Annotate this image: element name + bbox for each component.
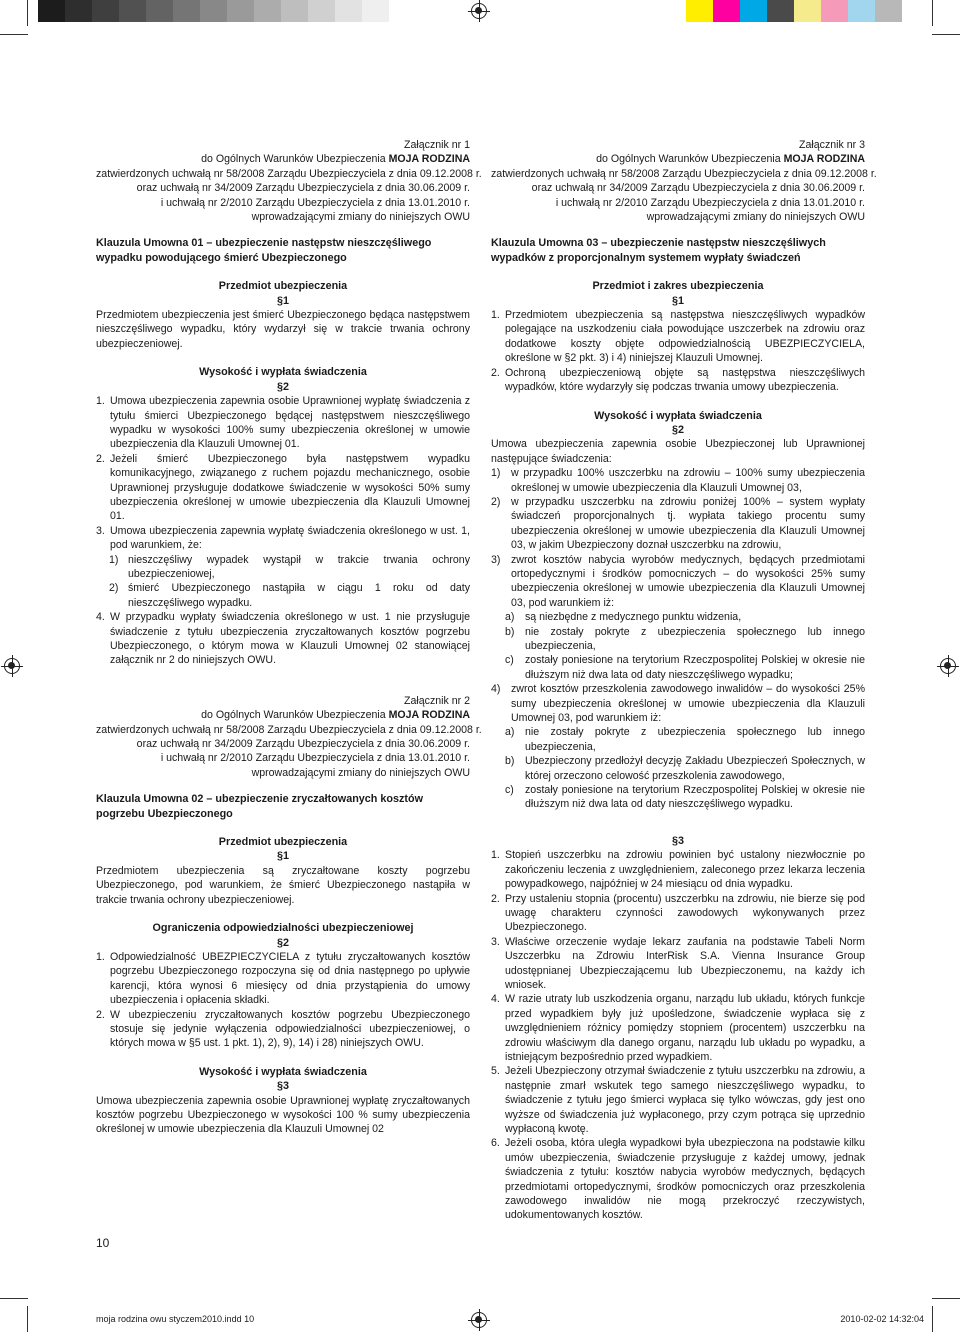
- item-text: są niezbędne z medycznego punktu widzenia,: [525, 611, 742, 624]
- sub-list-item: [491, 682, 865, 725]
- paragraph: Przedmiotem ubezpieczenia są zryczałtowane koszty pogrzebu Ubezpieczonego, pod warunkiem, że śmierć Ubezpieczonego nastąpiła w trakcie trwania ochrony ubezpieczeniowej.: [96, 864, 470, 906]
- item-text: Przedmiotem ubezpieczenia są następstwa nieszczęśliwych wypadków polegające na uszkodzeniu ciała powodujące uszczerbek na zdrowiu oraz dodatkowe koszty objęte odpowiedzialnością UBEZPIECZYCIELA, określone w §2 pkt. 3) i 4) niniejszej Klauzuli Umownej.: [505, 309, 865, 365]
- clause-title: Klauzula Umowna 03 – ubezpieczenie następstw nieszczęśliwych wypadków z proporcjonalnym systemem wypłaty świadczeń: [491, 237, 826, 264]
- item-text: Odpowiedzialność UBEZPIECZYCIELA z tytułu zryczałtowanych kosztów pogrzebu Ubezpieczonego rozpoczyna się od dnia następnego po upływie karencji, która wynosi 6 miesięcy od dnia przystąpienia do umowy ubezpieczenia i opłacenia składki.: [110, 950, 470, 1007]
- color-swatch: [794, 0, 821, 22]
- annex-line: wprowadzającymi zmiany do niniejszych OWU: [646, 211, 865, 224]
- item-number: 4.: [96, 611, 105, 624]
- item-text: nieszczęśliwy wypadek wystąpił w trakcie trwania ochrony ubezpieczeniowej,: [128, 553, 470, 580]
- item-text: Ubezpieczony przedłożył decyzję Zakładu Ubezpieczeń Społecznych, w której orzeczono celowość przeszkolenia zawodowego,: [525, 755, 865, 782]
- item-number: 3): [491, 553, 501, 566]
- item-text: W ubezpieczeniu zryczałtowanych kosztów pogrzebu Ubezpieczonego stosuje się jedynie wyłączenia odpowiedzialności ubezpieczeniowej, o których mowa w §5 ust. 1 pkt. 1), 2), 9), 14) i 28) niniejszych OWU.: [110, 1008, 470, 1050]
- item-text: w przypadku 100% uszczerbku na zdrowiu – 100% sumy ubezpieczenia określonej w umowie ubezpieczenia dla Klauzuli Umownej 03,: [511, 467, 865, 494]
- clause-title: Klauzula Umowna 02 – ubezpieczenie zryczałtowanych kosztów pogrzebu Ubezpieczonego: [96, 793, 423, 820]
- item-number: 4): [491, 683, 501, 696]
- item-letter: c): [505, 784, 514, 797]
- item-letter: b): [505, 755, 515, 768]
- list-item: [491, 848, 865, 891]
- gray-swatch: [92, 0, 119, 22]
- crop-mark: [0, 1298, 28, 1299]
- item-number: 1): [109, 553, 119, 566]
- paragraph: Przedmiotem ubezpieczenia jest śmierć Ubezpieczonego będąca następstwem nieszczęśliwego wypadku, który wydarzył się w trakcie trwania ochrony ubezpieczeniowej.: [96, 309, 470, 350]
- annex-title: Załącznik nr 1: [404, 139, 470, 151]
- annex-line: zatwierdzonych uchwałą nr 58/2008 Zarządu Ubezpieczyciela z dnia 09.12.2008 r.: [491, 167, 877, 180]
- sub-list-item: [491, 466, 865, 495]
- section-heading: Przedmiot ubezpieczenia: [218, 836, 348, 849]
- annex-owu: do Ogólnych Warunków Ubezpieczenia: [596, 153, 781, 166]
- gray-swatch: [173, 0, 200, 22]
- annex-line: [96, 152, 470, 166]
- list-item: [491, 366, 865, 395]
- letter-item: [491, 754, 865, 783]
- item-text: zwrot kosztów przeszkolenia zawodowego inwalidów – do wysokości 25% sumy ubezpieczenia określonej w umowie ubezpieczenia dla Klauzuli Umownej 03, pod warunkiem iż:: [511, 683, 865, 725]
- annex-header-3: [491, 138, 877, 224]
- paragraph-sign: §1: [276, 294, 289, 307]
- letter-item: [491, 783, 865, 812]
- item-number: 2.: [96, 452, 105, 465]
- gray-swatch: [308, 0, 335, 22]
- gray-swatch: [119, 0, 146, 22]
- item-number: 3.: [491, 935, 500, 948]
- crop-mark: [0, 34, 28, 35]
- item-number: 1.: [491, 849, 500, 862]
- crop-mark: [932, 1298, 960, 1299]
- annex-line: oraz uchwałą nr 34/2009 Zarządu Ubezpieczyciela z dnia 30.06.2009 r.: [531, 182, 865, 195]
- item-text: śmierć Ubezpieczonego nastąpiła w ciągu 1 roku od daty nieszczęśliwego wypadku.: [128, 582, 470, 609]
- left-column: [96, 138, 482, 1137]
- paragraph: Umowa ubezpieczenia zapewnia osobie Uprawnionej wypłatę zryczałtowanych kosztów pogrzebu Ubezpieczonego w wysokości 100 % sumy ubezpieczenia określonej w umowie ubezpieczenia dla Klauzuli Umownej 02: [96, 1094, 470, 1136]
- annex-line: oraz uchwałą nr 34/2009 Zarządu Ubezpieczyciela z dnia 30.06.2009 r.: [136, 738, 470, 751]
- annex-owu: do Ogólnych Warunków Ubezpieczenia: [201, 709, 386, 722]
- page-number: 10: [96, 1236, 110, 1250]
- item-letter: b): [505, 625, 515, 638]
- annex-header-1: [96, 138, 482, 224]
- product-name: MOJA RODZINA: [388, 153, 470, 166]
- footer-timestamp: 2010-02-02 14:32:04: [840, 1314, 924, 1324]
- annex-line: oraz uchwałą nr 34/2009 Zarządu Ubezpieczyciela z dnia 30.06.2009 r.: [136, 182, 470, 195]
- paragraph-sign: §2: [276, 380, 289, 393]
- list-item: [491, 935, 865, 993]
- sub-list-item: [491, 495, 865, 553]
- item-text: Właściwe orzeczenie wydaje lekarz zaufania na podstawie Tabeli Norm Uszczerbku na Zdrowiu InterRisk S.A. Vienna Insurance Group udostępnianej Ubezpieczającemu lub Ubezpieczonemu, na każdy ich wniosek.: [505, 935, 865, 991]
- paragraph-sign: §1: [671, 294, 684, 307]
- letter-item: [491, 725, 865, 754]
- letter-item: [491, 610, 865, 624]
- sub-list-item: [96, 581, 470, 610]
- list-item: [491, 1064, 865, 1136]
- annex-line: i uchwałą nr 2/2010 Zarządu Ubezpieczyciela z dnia 13.01.2010 r.: [160, 196, 470, 209]
- gray-swatch: [281, 0, 308, 22]
- paragraph-sign: §1: [276, 850, 289, 863]
- paragraph-sign: §3: [276, 1080, 289, 1093]
- annex-line: i uchwałą nr 2/2010 Zarządu Ubezpieczyciela z dnia 13.01.2010 r.: [555, 196, 865, 209]
- list-item: [96, 1008, 470, 1051]
- item-text: Przy ustaleniu stopnia (procentu) uszczerbku na zdrowiu, nie bierze się pod uwagę charakteru czynności zawodowych wykonywanych przez Ubezpieczonego.: [505, 892, 865, 934]
- item-number: 6.: [491, 1137, 500, 1150]
- gray-swatch: [65, 0, 92, 22]
- registration-mark-icon: [940, 658, 956, 674]
- gray-swatch: [146, 0, 173, 22]
- crop-mark: [27, 0, 28, 26]
- color-swatch: [686, 0, 713, 22]
- letter-item: [491, 625, 865, 654]
- list-item: [491, 308, 865, 366]
- annex-header-2: [96, 694, 482, 780]
- gray-swatch: [362, 0, 389, 22]
- registration-mark-icon: [4, 658, 20, 674]
- crop-mark: [932, 0, 933, 26]
- list-item: [491, 1136, 865, 1222]
- item-number: 1.: [96, 950, 105, 963]
- item-number: 2.: [491, 366, 500, 379]
- annex-line: [96, 708, 470, 722]
- item-text: Jeżeli Ubezpieczony otrzymał świadczenie z tytułu uszczerbku na zdrowiu, a następnie zmarł wskutek tego samego nieszczęśliwego wypadku, to świadczenie z tytułu jego śmierci wypłaca się tylko wówczas, gdy jest ono wyższe od świadczenia już wypłaconego, przy czym potrąca się uprzednio wypłaconą kwotę.: [505, 1065, 865, 1135]
- list-item: [96, 452, 470, 524]
- cmyk-color-bar: [686, 0, 902, 22]
- item-number: 3.: [96, 524, 105, 537]
- product-name: MOJA RODZINA: [388, 709, 470, 722]
- item-number: 1.: [96, 395, 105, 408]
- gray-swatch: [38, 0, 65, 22]
- registration-mark-icon: [471, 1312, 487, 1328]
- section-heading: Przedmiot i zakres ubezpieczenia: [592, 280, 764, 293]
- color-swatch: [821, 0, 848, 22]
- paragraph-sign: §2: [276, 936, 289, 949]
- annex-line: i uchwałą nr 2/2010 Zarządu Ubezpieczyciela z dnia 13.01.2010 r.: [160, 752, 470, 765]
- crop-mark: [932, 1306, 933, 1332]
- annex-title: Załącznik nr 2: [404, 694, 470, 707]
- item-letter: a): [505, 726, 515, 739]
- annex-owu: do Ogólnych Warunków Ubezpieczenia: [201, 153, 386, 166]
- item-letter: c): [505, 654, 514, 667]
- item-text: zostały poniesione na terytorium Rzeczpospolitej Polskiej w okresie nie dłuższym niż dwa lata od daty nieszczęśliwego wypadku.: [525, 784, 865, 811]
- item-text: Jeżeli osoba, która uległa wypadkowi była ubezpieczona na podstawie kilku umów ubezpieczenia, świadczenie przysługuje z każdej umowy, jednak świadczenia z tytułu: kosztów nabycia wyrobów medycznych, będących przedmiotami ortopedycznymi, środków pomocniczych oraz przeszkolenia zawodowego inwalidów nie mogą przekroczyć rzeczywistych, udokumentowanych kosztów.: [505, 1137, 865, 1222]
- item-number: 2): [109, 582, 119, 595]
- sub-list-item: [491, 553, 865, 611]
- list-item: [96, 524, 470, 553]
- item-number: 2): [491, 495, 501, 508]
- item-text: Jeżeli śmierć Ubezpieczonego była następstwem wypadku komunikacyjnego, związanego z ruchem pojazdu mechanicznego, osobie Uprawnionej przysługuje dodatkowe świadczenie w wysokości 50% sumy ubezpieczenia określonej w umowie ubezpieczenia dla Klauzuli Umownej 01.: [110, 452, 470, 523]
- product-name: MOJA RODZINA: [783, 153, 865, 166]
- annex-line: [491, 152, 865, 166]
- item-text: nie zostały pokryte z ubezpieczenia społecznego lub innego ubezpieczenia,: [525, 625, 865, 652]
- item-text: w przypadku uszczerbku na zdrowiu poniżej 100% – system wypłaty świadczeń proporcjonalnych tj. wypłata takiego procentu sumy ubezpieczenia określonej w umowie ubezpieczenia dla Klauzuli Umownej 03, w jakim Ubezpieczony doznał uszczerbku na zdrowiu,: [511, 495, 865, 552]
- item-text: zostały poniesione na terytorium Rzeczpospolitej Polskiej w okresie nie dłuższym niż dwa lata od daty nieszczęśliwego wypadku;: [525, 654, 865, 681]
- item-text: W przypadku wypłaty świadczenia określonego w ust. 1 nie przysługuje świadczenie z tytułu ubezpieczenia zryczałtowanych kosztów pogrzebu Ubezpieczonego, o którym mowa w Klauzuli Umownej 02 stanowiącej załącznik nr 2 do niniejszych OWU.: [110, 611, 470, 667]
- item-text: zwrot kosztów nabycia wyrobów medycznych, będących przedmiotami ortopedycznymi i środków pomocniczych – do wysokości 25% sumy ubezpieczenia określonej w umowie ubezpieczenia dla Klauzuli Umownej 03, pod warunkiem iż:: [511, 553, 865, 609]
- section-heading: Przedmiot ubezpieczenia: [218, 280, 348, 293]
- item-number: 5.: [491, 1065, 500, 1078]
- color-swatch: [740, 0, 767, 22]
- section-heading: Wysokość i wypłata świadczenia: [199, 1065, 367, 1078]
- paragraph-sign: §2: [671, 423, 684, 436]
- item-number: 1.: [491, 309, 500, 322]
- list-item: [491, 892, 865, 935]
- list-item: [96, 394, 470, 452]
- annex-title: Załącznik nr 3: [799, 139, 865, 151]
- sub-list-item: [96, 553, 470, 582]
- item-number: 1): [491, 467, 501, 480]
- item-text: W razie utraty lub uszkodzenia organu, narządu lub układu, których funkcje przed wypadkiem były już upośledzone, świadczenie wypłaca się z uwzględnieniem różnicy pomiędzy stopniem (procentem) uszczerbku na zdrowiu właściwym dla danego organu, narządu lub układu po wypadku, a istniejącym bezpośrednio przed wypadkiem.: [505, 993, 865, 1063]
- color-swatch: [713, 0, 740, 22]
- footer-filename: moja rodzina owu styczem2010.indd 10: [96, 1314, 255, 1324]
- registration-mark-icon: [471, 3, 487, 19]
- grayscale-color-bar: [38, 0, 389, 22]
- item-text: Stopień uszczerbku na zdrowiu powinien być ustalony niezwłocznie po zakończeniu leczenia z uwzględnieniem, zaleconego przez lekarza leczenia powypadkowego, najpóźniej w 24 miesiącu od dnia wypadku.: [505, 849, 865, 891]
- gray-swatch: [227, 0, 254, 22]
- item-number: 4.: [491, 993, 500, 1006]
- clause-title: Klauzula Umowna 01 – ubezpieczenie następstw nieszczęśliwego wypadku powodującego śmierć Ubezpieczonego: [96, 237, 432, 264]
- item-number: 2.: [96, 1008, 105, 1021]
- item-letter: a): [505, 611, 515, 624]
- item-text: Ochroną ubezpieczeniową objęte są następstwa nieszczęśliwych wypadków, które wydarzyły się podczas trwania umowy ubezpieczenia.: [505, 366, 865, 394]
- paragraph: Umowa ubezpieczenia zapewnia osobie Ubezpieczonej lub Uprawnionej następujące świadczenia:: [491, 438, 865, 465]
- item-text: Umowa ubezpieczenia zapewnia osobie Uprawnionej wypłatę świadczenia z tytułu śmierci Ubezpieczonego będącej następstwem nieszczęśliwego wypadku w wysokości 100% sumy ubezpieczenia określonej w umowie ubezpieczenia dla Klauzuli Umownej 01.: [110, 395, 470, 451]
- section-heading: Ograniczenia odpowiedzialności ubezpieczeniowej: [152, 922, 414, 935]
- annex-line: zatwierdzonych uchwałą nr 58/2008 Zarządu Ubezpieczyciela z dnia 09.12.2008 r.: [96, 167, 482, 180]
- letter-item: [491, 653, 865, 682]
- gray-swatch: [200, 0, 227, 22]
- item-text: nie zostały pokryte z ubezpieczenia społecznego lub innego ubezpieczenia,: [525, 726, 865, 753]
- list-item: [96, 950, 470, 1008]
- item-number: 2.: [491, 892, 500, 905]
- crop-mark: [27, 1306, 28, 1332]
- gray-swatch: [254, 0, 281, 22]
- section-heading: Wysokość i wypłata świadczenia: [594, 409, 762, 422]
- gray-swatch: [335, 0, 362, 22]
- annex-line: wprowadzającymi zmiany do niniejszych OWU: [251, 211, 470, 224]
- annex-line: wprowadzającymi zmiany do niniejszych OWU: [251, 766, 470, 779]
- paragraph-sign: §3: [671, 834, 684, 847]
- crop-mark: [932, 34, 960, 35]
- list-item: [96, 610, 470, 668]
- item-text: Umowa ubezpieczenia zapewnia wypłatę świadczenia określonego w ust. 1, pod warunkiem, że:: [110, 524, 470, 552]
- color-swatch: [875, 0, 902, 22]
- list-item: [491, 992, 865, 1064]
- right-column: [491, 138, 877, 1223]
- annex-line: zatwierdzonych uchwałą nr 58/2008 Zarządu Ubezpieczyciela z dnia 09.12.2008 r.: [96, 723, 482, 736]
- color-swatch: [848, 0, 875, 22]
- color-swatch: [767, 0, 794, 22]
- section-heading: Wysokość i wypłata świadczenia: [199, 366, 367, 379]
